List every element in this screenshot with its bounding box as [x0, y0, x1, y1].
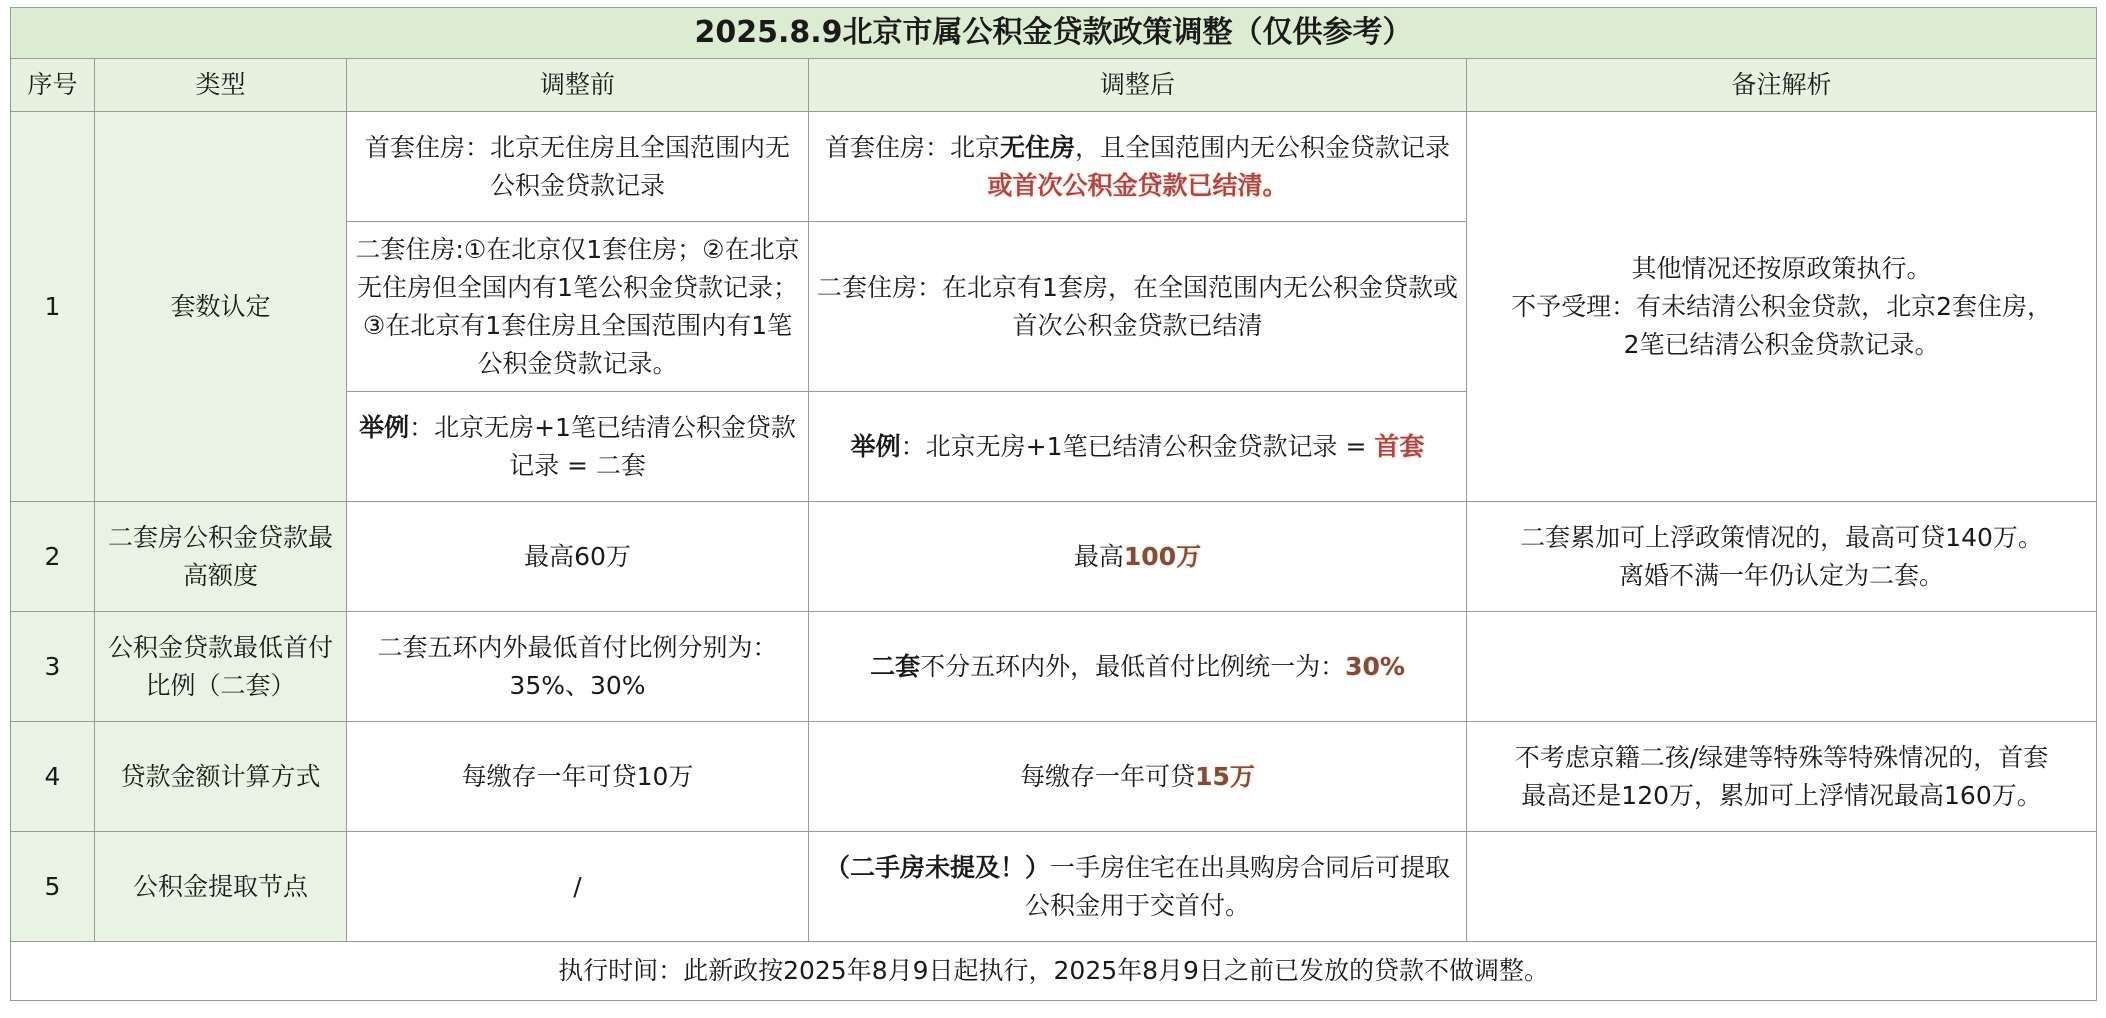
header-type: 类型	[95, 59, 347, 112]
cell-before: 每缴存一年可贷10万	[347, 722, 809, 832]
table-row	[11, 832, 2097, 942]
policy-table	[10, 7, 2097, 1001]
cell-emphasis: 二套	[870, 651, 921, 681]
cell-before	[347, 392, 809, 502]
cell-note	[1467, 722, 2097, 832]
highlight-text: 100万	[1123, 541, 1202, 571]
row-number: 3	[11, 612, 95, 722]
header-before: 调整前	[347, 59, 809, 112]
footer-note: 执行时间：此新政按2025年8月9日起执行，2025年8月9日之前已发放的贷款不做调整。	[11, 942, 2097, 1001]
highlight-text: 30%	[1345, 651, 1405, 681]
note-line: 离婚不满一年仍认定为二套。	[1619, 560, 1945, 590]
cell-text: 一手房住宅在出具购房合同后可提取公积金用于交首付。	[1024, 852, 1451, 920]
highlight-text: 15万	[1195, 761, 1255, 791]
cell-before: 二套五环内外最低首付比例分别为：35%、30%	[347, 612, 809, 722]
cell-before: /	[347, 832, 809, 942]
cell-emphasis: 无住房	[999, 132, 1075, 162]
table-row	[11, 612, 2097, 722]
cell-before: 最高60万	[347, 502, 809, 612]
note-line: 最高还是120万，累加可上浮情况最高160万。	[1521, 780, 2042, 810]
cell-text: ，且全国范围内无公积金贷款记录	[1075, 132, 1451, 162]
row-type: 套数认定	[95, 112, 347, 502]
header-row	[11, 59, 2097, 112]
cell-after	[809, 502, 1467, 612]
cell-emphasis: （二手房未提及！）	[824, 852, 1050, 882]
cell-before: 二套住房:①在北京仅1套住房；②在北京无住房但全国内有1笔公积金贷款记录；③在北京有1套住房且全国范围内有1笔公积金贷款记录。	[347, 222, 809, 392]
note-line: 其他情况还按原政策执行。	[1631, 253, 1932, 283]
cell-note	[1467, 502, 2097, 612]
note-line: 不考虑京籍二孩/绿建等特殊等特殊情况的，首套	[1514, 742, 2049, 772]
highlight-text: 或首次公积金贷款已结清。	[987, 170, 1288, 200]
cell-text: 不分五环内外，最低首付比例统一为：	[920, 651, 1346, 681]
cell-after	[809, 832, 1467, 942]
page-title: 2025.8.9北京市属公积金贷款政策调整（仅供参考）	[11, 8, 2097, 59]
cell-text: 首套住房：北京	[824, 132, 1000, 162]
row-type: 贷款金额计算方式	[95, 722, 347, 832]
cell-note	[1467, 612, 2097, 722]
row-number: 2	[11, 502, 95, 612]
cell-note	[1467, 832, 2097, 942]
title-row	[11, 8, 2097, 59]
table-row	[11, 722, 2097, 832]
row-type: 二套房公积金贷款最高额度	[95, 502, 347, 612]
highlight-text: 首套	[1374, 431, 1425, 461]
footer-row	[11, 942, 2097, 1001]
example-label: 举例	[359, 412, 410, 442]
policy-sheet	[10, 7, 2096, 1009]
row-type: 公积金贷款最低首付比例（二套）	[95, 612, 347, 722]
cell-after: 二套住房：在北京有1套房，在全国范围内无公积金贷款或首次公积金贷款已结清	[809, 222, 1467, 392]
header-after: 调整后	[809, 59, 1467, 112]
row-number: 5	[11, 832, 95, 942]
note-line: 不予受理：有未结清公积金贷款，北京2套住房，	[1511, 291, 2052, 321]
cell-note	[1467, 112, 2097, 502]
cell-text: ：北京无房+1笔已结清公积金贷款记录 = 二套	[409, 412, 796, 480]
note-line: 二套累加可上浮政策情况的，最高可贷140万。	[1520, 522, 2043, 552]
row-number: 4	[11, 722, 95, 832]
header-note: 备注解析	[1467, 59, 2097, 112]
table-row	[11, 112, 2097, 222]
row-type: 公积金提取节点	[95, 832, 347, 942]
table-row	[11, 502, 2097, 612]
cell-after	[809, 612, 1467, 722]
header-seq: 序号	[11, 59, 95, 112]
cell-after	[809, 722, 1467, 832]
cell-after	[809, 392, 1467, 502]
cell-text: 最高	[1073, 541, 1124, 571]
cell-text: ：北京无房+1笔已结清公积金贷款记录 =	[900, 431, 1375, 461]
cell-text: 每缴存一年可贷	[1020, 761, 1196, 791]
cell-after	[809, 112, 1467, 222]
example-label: 举例	[850, 431, 901, 461]
note-line: 2笔已结清公积金贷款记录。	[1623, 329, 1940, 359]
row-number: 1	[11, 112, 95, 502]
cell-before: 首套住房：北京无住房且全国范围内无公积金贷款记录	[347, 112, 809, 222]
